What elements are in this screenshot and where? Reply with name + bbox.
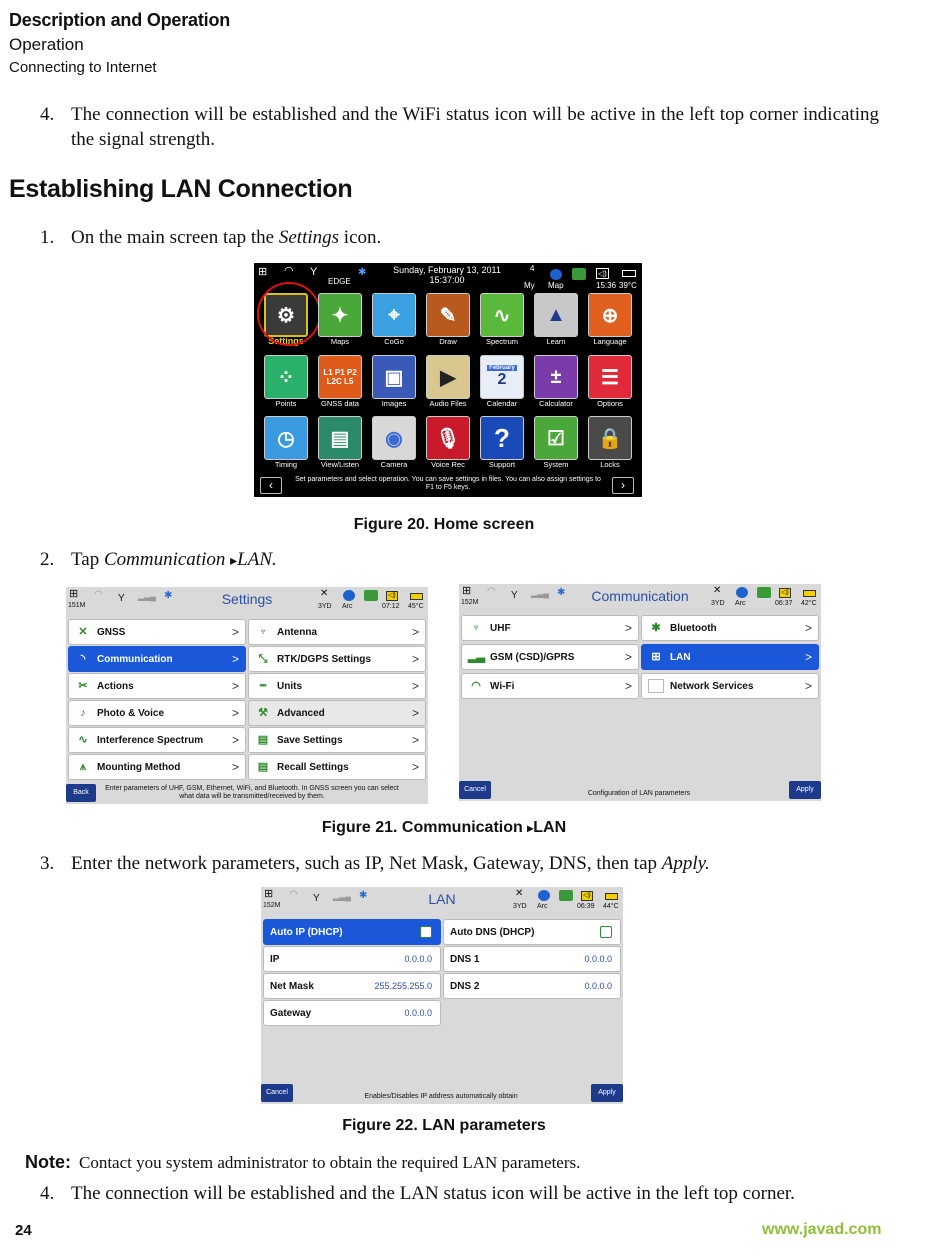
gear-icon: ⚙ (277, 304, 295, 327)
chevron-right-icon: > (231, 733, 239, 747)
figure-22-caption: Figure 22. LAN parameters (342, 1117, 546, 1134)
chevron-right-icon: > (624, 650, 632, 664)
cancel-button[interactable]: Cancel (459, 781, 491, 799)
screen-title: LAN (428, 891, 456, 907)
microphone-icon: 🎙 (435, 427, 461, 450)
figure-21-caption: Figure 21. Communication ▸LAN (321, 819, 567, 836)
chevron-right-icon: > (411, 760, 419, 774)
antenna-icon: ♆ (471, 622, 481, 634)
map-icon (550, 269, 562, 280)
blank-icon (648, 679, 664, 693)
maps-tile[interactable] (318, 293, 362, 337)
calculator-icon: ± (550, 365, 562, 388)
chevron-right-icon: > (411, 625, 419, 639)
signal-icon: ▂▃▄ (333, 892, 351, 901)
back-button[interactable]: Back (66, 784, 96, 802)
menu-communication[interactable]: ◝ Communication > (68, 646, 246, 672)
lan-icon: ⊞ (69, 588, 79, 600)
edge-label: EDGE (328, 277, 351, 286)
satellite-count: 4 (530, 264, 535, 273)
menu-network-services[interactable]: Network Services > (641, 673, 819, 699)
antenna-icon: Y (313, 893, 320, 904)
question-icon: ? (494, 422, 510, 453)
gateway-field[interactable]: Gateway 0.0.0.0 (263, 1000, 441, 1026)
chevron-right-icon: > (804, 679, 812, 693)
map-icon: ✦ (331, 304, 349, 327)
wifi-icon: ◠ (94, 589, 103, 600)
camera-icon: ◉ (385, 427, 403, 450)
chevron-right-icon: > (411, 706, 419, 720)
points-tile[interactable] (264, 355, 308, 399)
chevron-right-icon: > (231, 760, 239, 774)
auto-ip-checkbox[interactable] (420, 926, 432, 938)
lan-screen-figure: ⊞ 152M ◠ Y ▂▃▄ ✱ LAN ✕ 3YD Arc ◁) 06:39 44°C Auto IP (DHCP) IP 0.0.0.0 Net Mask 255.255.255.0 Gateway 0.0.0.0 Auto DNS (DHCP) DNS 1 0.0.0.0 DNS 2 0.0.0.0 Cancel Enables/Disables IP address automatically obtain Apply (261, 887, 623, 1104)
lan-icon: ⊞ (258, 266, 268, 278)
lan-icon: ⊞ (651, 651, 661, 663)
menu-recall-settings[interactable]: ▤ Recall Settings > (248, 754, 426, 780)
chevron-right-icon: > (804, 621, 812, 635)
chevron-left-icon: ‹ (269, 478, 273, 492)
language-tile[interactable] (588, 293, 632, 337)
clock: 15:36 (596, 281, 617, 290)
chevron-right-icon: > (231, 706, 239, 720)
gsm-icon (559, 890, 573, 901)
voice-rec-tile[interactable] (426, 416, 470, 460)
dns2-field[interactable]: DNS 2 0.0.0.0 (443, 973, 621, 999)
menu-lan[interactable]: ⊞ LAN > (641, 644, 819, 670)
arc-icon (343, 590, 355, 601)
globe-icon: ⊕ (601, 304, 619, 327)
chevron-right-icon: > (411, 679, 419, 693)
gnss-data-tile[interactable]: L1 P1 P2 L2C L5 (318, 355, 362, 399)
figure-20-caption: Figure 20. Home screen (353, 516, 535, 533)
view-listen-tile[interactable] (318, 416, 362, 460)
support-tile[interactable] (480, 416, 524, 460)
wireless-icon: ◝ (80, 653, 86, 665)
memory-indicator: 152M (263, 902, 281, 909)
graduation-cap-icon: ▲ (546, 303, 566, 326)
battery-icon (410, 593, 423, 600)
ip-field[interactable]: IP 0.0.0.0 (263, 946, 441, 972)
bluetooth-icon: ✱ (651, 622, 661, 634)
antenna-icon: Y (511, 590, 518, 601)
satellite-icon: ✕ (78, 626, 88, 638)
settings-footer-text: Enter parameters of UHF, GSM, Ethernet, WiFi, and Bluetooth. In GNSS screen you can select what data will be transmitted/received by them. (105, 785, 399, 800)
list-icon: ☰ (601, 366, 619, 389)
menu-uhf[interactable]: ♆ UHF > (461, 615, 639, 641)
chevron-right-icon: > (411, 652, 419, 666)
chevron-right-icon: > (804, 650, 812, 664)
battery-icon (803, 590, 816, 597)
menu-advanced[interactable]: ⚒ Advanced > (248, 700, 426, 726)
chevron-right-icon: > (231, 625, 239, 639)
system-tile[interactable] (534, 416, 578, 460)
pencil-icon: ✎ (439, 304, 457, 327)
cancel-button[interactable]: Cancel (261, 1084, 293, 1102)
running-header-section: Description and Operation (9, 10, 231, 30)
page-number: 24 (15, 1222, 32, 1239)
screen-title: Communication (591, 588, 689, 604)
bluetooth-icon: ✱ (359, 890, 368, 901)
clock-icon: ◷ (277, 427, 295, 450)
settings-screen-figure: ⊞ 151M ◠ Y ▂▃▄ ✱ Settings ✕ 3YD Arc ◁) 07:12 45°C ✕ GNSS > ◝ Communication > ✂ Actions > ♪ Photo & Voice > ∿ Interference Spectrum > ⩚ Mounting Method > ♆ Antenna > ⤡ RTK/DGPS Settings > ┅ Units > ⚒ Advanced > ▤ Save Settings > ▤ Recall Settings > Back Enter parameters of UHF, GSM, Ethernet, WiFi, and Bluetooth. In GNSS screen you can select what data will be transmitted/received by them. (66, 587, 428, 804)
lock-icon: 🔒 (597, 427, 623, 450)
menu-mounting-method[interactable]: ⩚ Mounting Method > (68, 754, 246, 780)
actions-icon: ✂ (78, 680, 88, 692)
microphone-icon: ♪ (80, 707, 86, 719)
battery-icon (622, 270, 636, 277)
chevron-right-icon: > (231, 652, 239, 666)
prev-page-button[interactable] (260, 477, 282, 494)
bluetooth-icon: ✱ (557, 587, 566, 598)
website-link[interactable]: www.javad.com (762, 1221, 882, 1238)
recall-icon: ▤ (257, 761, 269, 773)
satellite-icon: ✕ (713, 585, 722, 596)
timing-tile[interactable] (264, 416, 308, 460)
chevron-right-icon: > (624, 621, 632, 635)
menu-rtk-dgps-settings[interactable]: ⤡ RTK/DGPS Settings > (248, 646, 426, 672)
auto-dns-toggle[interactable]: Auto DNS (DHCP) (443, 919, 621, 945)
speaker-icon: ◁) (781, 589, 789, 596)
wifi-icon: ◠ (289, 889, 298, 900)
chevron-right-icon: › (621, 478, 625, 492)
note: Note: Contact you system administrator to obtain the required LAN parameters. (25, 1152, 581, 1172)
lan-icon: ⊞ (462, 585, 472, 597)
status-bar (254, 263, 642, 291)
settings-label: Settings (268, 336, 304, 346)
wifi-icon: ◠ (487, 586, 496, 597)
gsm-icon (364, 590, 378, 601)
locks-tile[interactable] (588, 416, 632, 460)
screen-title: Settings (221, 591, 273, 607)
speaker-icon: ◁) (388, 592, 396, 599)
antenna-icon: Y (310, 266, 318, 278)
comm-footer-text: Configuration of LAN parameters (587, 790, 691, 797)
satellite-icon: ✕ (320, 588, 329, 599)
menu-interference-spectrum[interactable]: ∿ Interference Spectrum > (68, 727, 246, 753)
menu-units[interactable]: ┅ Units > (248, 673, 426, 699)
menu-wifi[interactable]: ◠ Wi-Fi > (461, 673, 639, 699)
bluetooth-icon: ✱ (358, 267, 367, 278)
learn-tile[interactable] (534, 293, 578, 337)
spectrum-tile[interactable] (480, 293, 524, 337)
tripod-icon: ⩚ (79, 761, 87, 773)
section-heading: Establishing LAN Connection (9, 175, 353, 203)
menu-gnss[interactable]: ✕ GNSS > (68, 619, 246, 645)
calculator-tile[interactable] (534, 355, 578, 399)
spectrum-icon: ∿ (78, 734, 88, 746)
chevron-right-icon: > (624, 679, 632, 693)
home-footer-text: Set parameters and select operation. You can save settings in files. You can also assign settings to F1 to F5 keys. (295, 476, 601, 491)
apply-button[interactable]: Apply (591, 1084, 623, 1102)
menu-photo-voice[interactable]: ♪ Photo & Voice > (68, 700, 246, 726)
images-tile[interactable] (372, 355, 416, 399)
camera-tile[interactable] (372, 416, 416, 460)
audio-files-tile[interactable] (426, 355, 470, 399)
temperature: 39°C (619, 281, 637, 290)
running-header-chapter: Operation (9, 35, 84, 54)
my-label: My (524, 281, 535, 290)
image-icon: ▣ (384, 366, 404, 389)
speaker-icon: ◁) (598, 269, 607, 278)
advanced-icon: ⚒ (258, 707, 268, 719)
points-icon: ⁘ (277, 366, 295, 389)
arc-icon (538, 890, 550, 901)
document-icon: ▤ (330, 427, 350, 450)
net-mask-field[interactable]: Net Mask 255.255.255.0 (263, 973, 441, 999)
speaker-icon: ◁) (583, 892, 591, 899)
checkbox-icon: ☑ (547, 427, 565, 450)
wifi-icon: ◠ (471, 680, 481, 692)
arc-icon (736, 587, 748, 598)
lan-icon: ⊞ (264, 888, 274, 900)
running-header-topic: Connecting to Internet (9, 59, 157, 76)
chevron-right-icon: > (231, 679, 239, 693)
draw-tile[interactable] (426, 293, 470, 337)
date-time: Sunday, February 13, 2011 15:37:00 (393, 265, 501, 285)
auto-ip-toggle[interactable]: Auto IP (DHCP) (263, 919, 441, 945)
memory-indicator: 152M (461, 599, 479, 606)
options-tile[interactable] (588, 355, 632, 399)
menu-actions[interactable]: ✂ Actions > (68, 673, 246, 699)
play-icon: ▶ (440, 366, 456, 389)
signal-icon: ▂▃▄ (531, 589, 549, 598)
gsm-icon (757, 587, 771, 598)
spectrum-icon: ∿ (493, 304, 511, 327)
memory-indicator: 151M (68, 602, 86, 609)
chevron-right-icon: > (411, 733, 419, 747)
save-icon: ▤ (257, 734, 269, 746)
next-page-button[interactable] (612, 477, 634, 494)
communication-screen-figure: ⊞ 152M ◠ Y ▂▃▄ ✱ Communication ✕ 3YD Arc ◁) 06:37 42°C ♆ UHF > ▂▃ GSM (CSD)/GPRS > ◠ Wi-Fi > ✱ Bluetooth > ⊞ LAN > Network Services > Cancel Configuration of LAN parameters Apply (459, 584, 821, 801)
signal-icon: ▂▃ (468, 651, 485, 663)
cogo-tile[interactable] (372, 293, 416, 337)
home-screen-figure: ⊞ ◠ Y EDGE ✱ Sunday, February 13, 2011 15:37:00 4 My Map ◁) 15:36 39°C ⚙ Settings ✦ Maps ⌖ CoGo ✎ Draw ∿ Spectrum ▲ Learn ⊕ Language ⁘ Points L1 P1 P2 L2C L5 GNSS data ▣ Images ▶ Audio Files February 2 Calendar ± Calculator ☰ Options ◷ Timing ▤ View/Listen ◉ Camera 🎙 Voice Rec ? Support ☑ System 🔒 Locks ‹ Set parameters and select operation. You can save settings in files. You can also assign settings to F1 to F5 keys. › (254, 263, 642, 497)
menu-gsm-gprs[interactable]: ▂▃ GSM (CSD)/GPRS > (461, 644, 639, 670)
signal-icon: ▂▃▄ (138, 592, 156, 601)
map-label: Map (548, 281, 564, 290)
lan-footer-text: Enables/Disables IP address automatically obtain (364, 1093, 518, 1100)
menu-save-settings[interactable]: ▤ Save Settings > (248, 727, 426, 753)
menu-antenna[interactable]: ♆ Antenna > (248, 619, 426, 645)
gsm-icon (572, 268, 586, 280)
rtk-icon: ⤡ (258, 653, 268, 665)
wifi-icon: ◠ (284, 265, 294, 277)
ruler-icon: ┅ (259, 680, 267, 692)
antenna-icon: Y (118, 593, 125, 604)
compass-icon: ⌖ (388, 303, 400, 326)
antenna-icon: ♆ (258, 626, 268, 638)
auto-dns-checkbox[interactable] (600, 926, 612, 938)
battery-icon (605, 893, 618, 900)
menu-bluetooth[interactable]: ✱ Bluetooth > (641, 615, 819, 641)
apply-button[interactable]: Apply (789, 781, 821, 799)
calendar-tile[interactable]: February 2 (480, 355, 524, 399)
dns1-field[interactable]: DNS 1 0.0.0.0 (443, 946, 621, 972)
satellite-icon: ✕ (515, 888, 524, 899)
bluetooth-icon: ✱ (164, 590, 173, 601)
